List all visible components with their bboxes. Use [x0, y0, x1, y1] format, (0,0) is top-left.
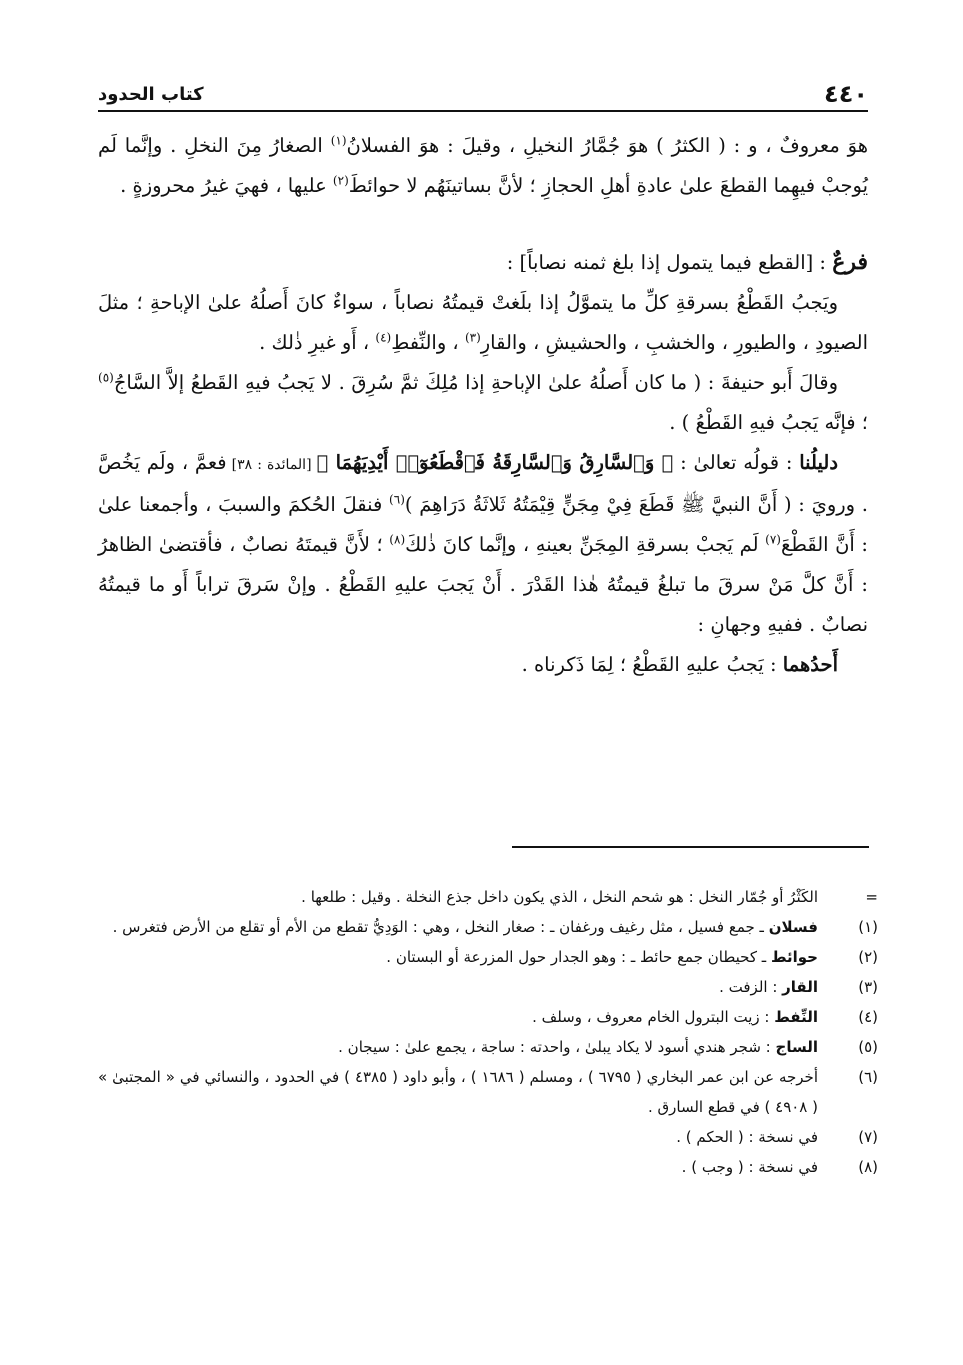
text-run: عليها ، فهيَ غيرُ محروزةٍ .	[120, 174, 333, 197]
footnote-term: القار	[782, 978, 818, 996]
footnote-text: ـ جمع فسيل ، مثل رغيف ورغفان ـ : صغار النخل ، وهي : الوَدِيُّ تقطع من الأم أو تقلع من الأرض فتغرس .	[112, 918, 769, 936]
footnote-text: : زيت البترول الخام معروف ، وسلف .	[532, 1008, 775, 1026]
text-run: ، والنِّفطِ	[391, 331, 465, 354]
footnote-number: (٧)	[858, 1128, 878, 1146]
text-run: ؛ لأَنَّ قيمتَهُ نصابٌ ، فأقتضىٰ الظاهرُ : أَنَّ كلَّ مَنْ سرقَ ما تبلغُ قيمتُهُ هٰذا القَدْرَ . أَنْ يَجبَ عليهِ القَطْعُ . وإنْ سَرقَ تراباً أَو ما قيمتُهُ نصابٌ . ففيهِ وجهانِ :	[98, 533, 868, 636]
footnote-text: : شجر هندي أسود لا يكاد يبلىٰ ، واحدته : ساجة ، يجمع علىٰ : سيجان .	[338, 1038, 776, 1056]
text-run: الصغارُ مِنَ النخلِ . وإنَّما لَم يُوجبْ فيهِما القطعَ علىٰ عادةِ أهلِ الحجازِ ؛ لأنَّ بساتينَهُم لا حوائطَ	[98, 134, 868, 197]
far-title: : [القطع فيما يتمول إذا بلغ ثمنه نصاباً] :	[506, 251, 833, 274]
footnote-item	[98, 1152, 878, 1182]
dalil-label: دليلُنا	[799, 451, 839, 474]
text-run: : يَجبُ عليهِ القَطْعُ ؛ لِمَا ذَكرناه .	[521, 653, 783, 676]
footnote-item	[98, 1032, 878, 1062]
footnote-ref-1[interactable]: (١)	[330, 133, 347, 148]
footnote-item	[98, 942, 878, 972]
footnote-term: فسلان	[768, 918, 818, 936]
paragraph-5	[98, 645, 868, 685]
text-run: هوَ معروفٌ ، و : ( الكثرُ ) هوَ جُمَّارُ النخيلِ ، وقيلَ : هوَ الفسلانُ	[346, 134, 868, 157]
footnote-item	[98, 1122, 878, 1152]
footnote-text: في نسخة : ( وجب ) .	[681, 1158, 818, 1176]
book-title: كتاب الحدود	[98, 84, 204, 105]
text-run: لَم يَجبْ بسرقةِ المِجَنِّ بعينهِ ، وإنَّما كانَ ذٰلكَ	[405, 533, 766, 556]
footnote-ref-7[interactable]: (٧)	[765, 532, 781, 547]
footnote-ref-8[interactable]: (٨)	[389, 532, 406, 547]
footnote-number: (٦)	[858, 1068, 878, 1086]
footnote-number: =	[865, 888, 878, 906]
footnote-item	[98, 1062, 878, 1122]
text-run: وقالَ أَبو حنيفةَ : ( ما كان أَصلُهُ علىٰ الإباحةِ إذا مُلِكَ ثمَّ سُرِقَ . لا يَجبُ فيهِ القَطعُ إلاَّ السَّاجُ	[113, 371, 838, 394]
footnote-number: (٢)	[858, 948, 878, 966]
footnote-number: (٤)	[858, 1008, 878, 1026]
text-run: فعمَّ ، ولَم يَخُصَّ . ورويَ : ( أَنَّ النبيَّ ﷺ قَطَعَ فِيْ مِجَنٍّ قِيْمَتُهُ ثَلاثَةُ دَرَاهِمَ )	[98, 451, 868, 516]
footnote-number: (٨)	[858, 1158, 878, 1176]
main-text	[98, 126, 868, 685]
footnote-item	[98, 972, 878, 1002]
footnote-text: ـ كحيطان جمع حائط ـ : وهو الجدار حول المزرعة أو البستان .	[386, 948, 771, 966]
footnote-ref-6[interactable]: (٦)	[389, 492, 405, 507]
footnote-item	[98, 1002, 878, 1032]
footnote-ref-3[interactable]: (٣)	[464, 330, 481, 345]
header-rule	[98, 110, 868, 112]
footnote-term: الساج	[775, 1038, 818, 1056]
footnote-item	[98, 912, 878, 942]
text-run: : قولُه تعالىٰ :	[673, 451, 800, 474]
footnote-number: (١)	[858, 918, 878, 936]
first-view-label: أَحدُهما	[782, 653, 838, 676]
paragraph-3	[98, 363, 868, 443]
verse-reference: [المائدة : ٣٨]	[226, 457, 317, 473]
quran-verse: ﴿ وَٱلسَّارِقُ وَٱلسَّارِقَةُ فَٱقْطَعُوٓا۟ أَيْدِيَهُمَا ﴾	[316, 451, 674, 474]
footnote-ref-5[interactable]: (٥)	[98, 370, 114, 385]
footnote-ref-2[interactable]: (٢)	[332, 173, 349, 188]
footnote-separator	[512, 846, 869, 848]
footnote-text: أخرجه عن ابن عمر البخاري ( ٦٧٩٥ ) ، ومسلم ( ١٦٨٦ ) ، وأبو داود ( ٤٣٨٥ ) في الحدود ، والنسائي في « المجتبىٰ » ( ٤٩٠٨ ) في قطع السارق .	[98, 1068, 818, 1116]
footnote-text: في نسخة : ( الحكم ) .	[676, 1128, 818, 1146]
footnote-item	[98, 882, 878, 912]
footnote-text: الكَثْرُ أو جُمّار النخل : هو شحم النخل ، الذي يكون داخل جذع النخلة . وقيل : طلعها .	[301, 888, 818, 906]
footnote-text: : الزفت .	[719, 978, 783, 996]
far-label: فرعٌ	[832, 249, 868, 275]
text-run: فنقلَ الحُكمَ والسببَ ، وأجمعنا علىٰ : أَنَّ القَطْعَ	[98, 493, 868, 556]
text-run: ؛ فإنَّه يَجبُ فيهِ القَطْعُ ) .	[669, 411, 868, 434]
text-run: ، أَو غيرِ ذٰلك .	[259, 331, 376, 354]
paragraph-4	[98, 443, 868, 645]
footnote-ref-4[interactable]: (٤)	[375, 330, 392, 345]
footnote-number: (٥)	[858, 1038, 878, 1056]
footnotes	[98, 882, 878, 1182]
text-run: ويَجبُ القَطْعُ بسرقةِ كلِّ ما يتموَّلُ إذا بلَغتْ قيمتُهُ نصاباً ، سواءٌ كانَ أَصلُهُ علىٰ الإباحةِ ؛ مثلَ الصيودِ ، والطيورِ ، والخشبِ ، والحشيشِ ، والقارِ	[98, 291, 868, 354]
paragraph-2	[98, 283, 868, 363]
footnote-term: حوائط	[770, 948, 818, 966]
paragraph-continuation	[98, 126, 868, 206]
running-header	[98, 78, 868, 112]
section-heading-far	[98, 242, 868, 283]
page-number: ٤٤٠	[824, 80, 868, 108]
footnote-number: (٣)	[858, 978, 878, 996]
footnote-term: النِّفط	[774, 1008, 818, 1026]
